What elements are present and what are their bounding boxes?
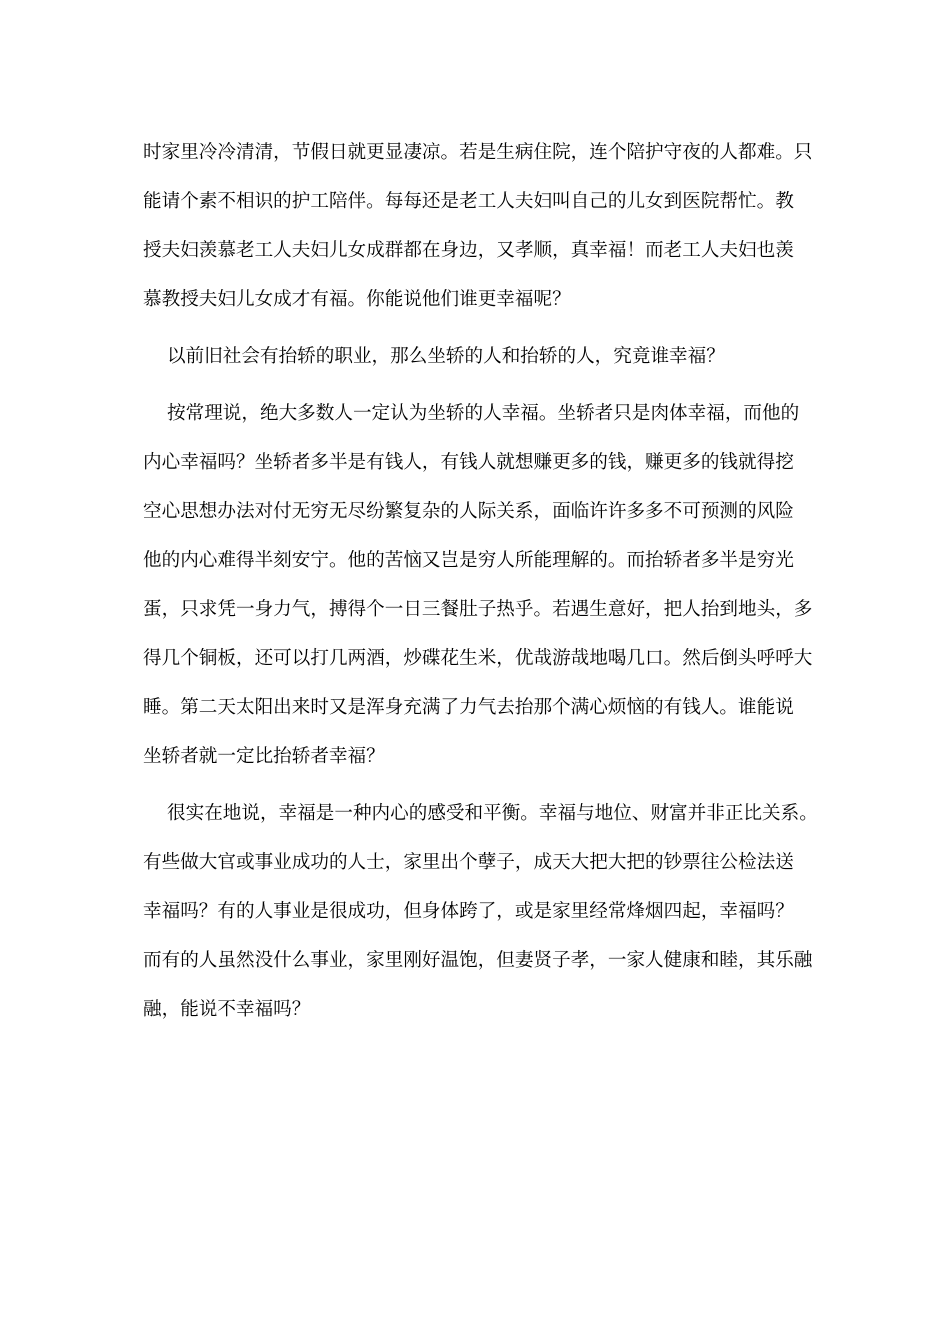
- text-line: 幸福吗？有的人事业是很成功，但身体跨了，或是家里经常烽烟四起，幸福吗？: [143, 901, 794, 922]
- document-page: [143, 135, 818, 1027]
- text-line: 以前旧社会有抬轿的职业，那么坐轿的人和抬轿的人，究竟谁幸福？: [167, 346, 725, 367]
- text-line: 有些做大官或事业成功的人士，家里出个孽子，成天大把大把的钞票往公检法送: [143, 852, 794, 873]
- text-line: 坐轿者就一定比抬轿者幸福？: [143, 746, 385, 767]
- text-line: 按常理说，绝大多数人一定认为坐轿的人幸福。坐轿者只是肉体幸福，而他的: [167, 403, 800, 424]
- text-line: 空心思想办法对付无穷无尽纷繁复杂的人际关系，面临许许多多不可预测的风险: [143, 501, 794, 522]
- paragraph-1: [143, 135, 813, 317]
- text-line: 蛋，只求凭一身力气，搏得个一日三餐肚子热乎。若遇生意好，把人抬到地头，多: [143, 599, 813, 620]
- text-line: 授夫妇羡慕老工人夫妇儿女成群都在身边，又孝顺，真幸福！而老工人夫妇也羡: [143, 240, 794, 261]
- text-line: 得几个铜板，还可以打几两酒，炒碟花生米，优哉游哉地喝几口。然后倒头呼呼大: [143, 648, 813, 669]
- text-line: 睡。第二天太阳出来时又是浑身充满了力气去抬那个满心烦恼的有钱人。谁能说: [143, 697, 794, 718]
- paragraph-4: [143, 796, 818, 1027]
- paragraph-3: [143, 396, 813, 774]
- text-line: 融，能说不幸福吗？: [143, 999, 311, 1020]
- text-line: 能请个素不相识的护工陪伴。每每还是老工人夫妇叫自己的儿女到医院帮忙。教: [143, 191, 794, 212]
- text-line: 他的内心难得半刻安宁。他的苦恼又岂是穷人所能理解的。而抬轿者多半是穷光: [143, 550, 794, 571]
- text-line: 而有的人虽然没什么事业，家里刚好温饱，但妻贤子孝，一家人健康和睦，其乐融: [143, 950, 813, 971]
- text-line: 慕教授夫妇儿女成才有福。你能说他们谁更幸福呢？: [143, 289, 571, 310]
- text-line: 很实在地说，幸福是一种内心的感受和平衡。幸福与地位、财富并非正比关系。: [167, 803, 818, 824]
- paragraph-2: [143, 339, 813, 374]
- text-line: 时家里冷冷清清，节假日就更显凄凉。若是生病住院，连个陪护守夜的人都难。只: [143, 142, 813, 163]
- text-line: 内心幸福吗？坐轿者多半是有钱人，有钱人就想赚更多的钱，赚更多的钱就得挖: [143, 452, 794, 473]
